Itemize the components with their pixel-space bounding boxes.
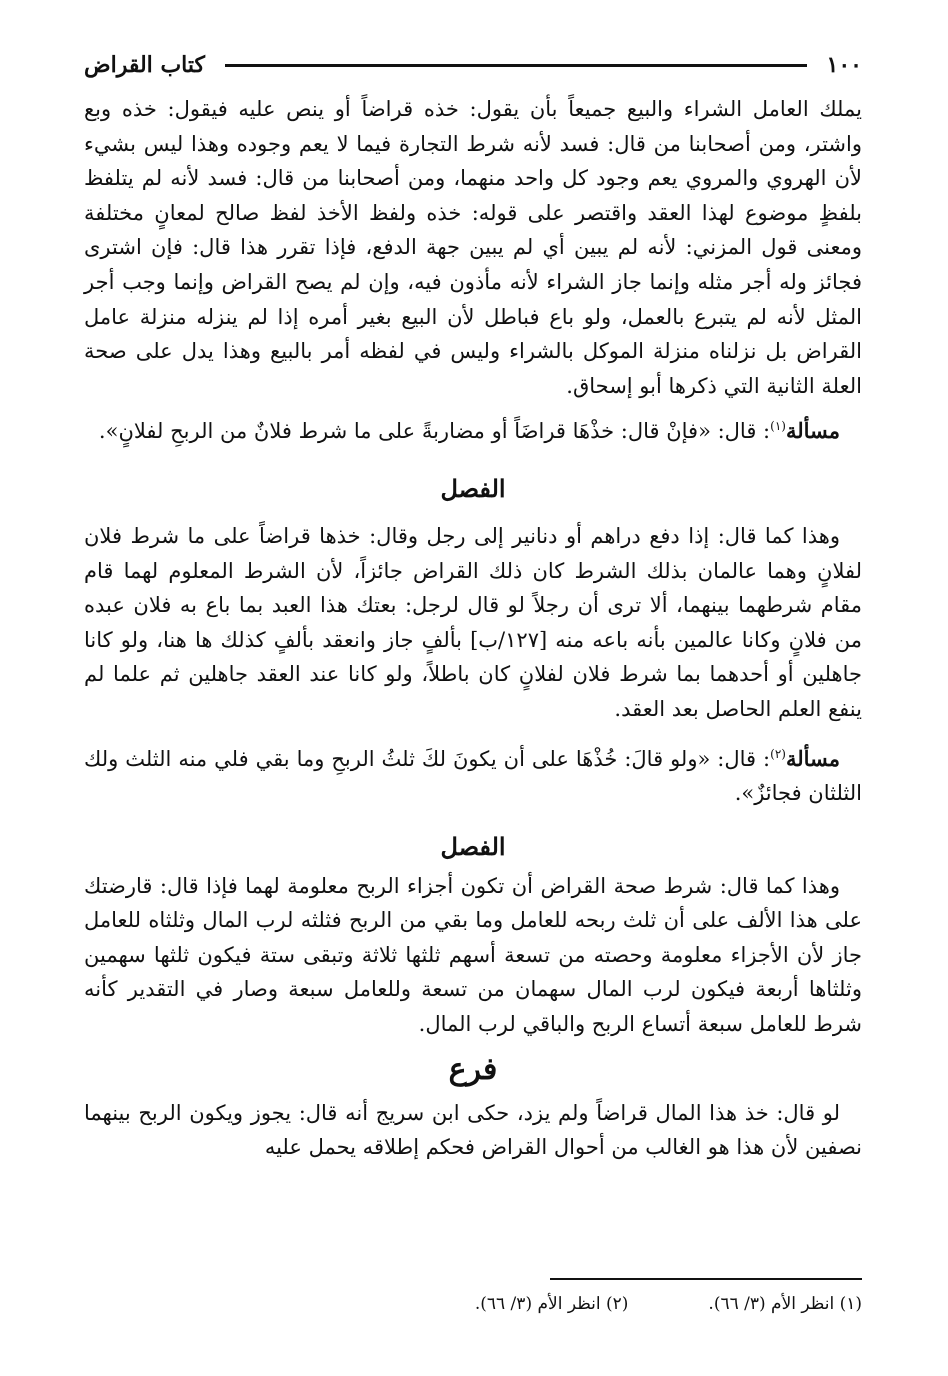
paragraph: لو قال: خذ هذا المال قراضاً ولم يزد، حكى ابن سريج أنه قال: يجوز ويكون الربح بينهما نصفين لأن هذا هو الغالب من أحوال القراض فحكم إطلاقه يحمل عليه	[84, 1100, 862, 1160]
masala-label: مسألة$^{(٢)}$	[770, 745, 840, 771]
footnote: (٢) انظر الأم (٣/ ٦٦).	[474, 1294, 629, 1314]
masala-label: مسألة$^{(١)}$	[770, 418, 840, 444]
footnote-ref: (١)	[770, 419, 786, 434]
footnote-list	[84, 1294, 862, 1314]
paragraph: يملك العامل الشراء والبيع جميعاً بأن يقول: خذه قراضاً أو ينص عليه فيقول: خذه وبع واشتر، ومن أصحابنا من قال: فسد لأنه شرط التجارة فيما لا يعم وجوده وهذا ليس بشيء لأن الهروي والمروي يعم وجود كل واحد منهما، ومن أصحابنا من قال: فسد لأنه لم يتلفظ بلفظٍ موضوع لهذا العقد واقتصر على قوله: خذه ولفظ الأخذ لفظ صالح لمعانٍ مختلفة ومعنى قول المزني: لأنه لم يبين أي لم يبين جهة الدفع، فإذا تقرر هذا قال: فإن اشترى فجائز وله أجر مثله وإنما جاز الشراء لأنه مأذون فيه، وإن لم يصح القراض وإنما وجب أجر المثل لأنه لم يتبرع بالعمل، ولو باع فباطل لأن البيع بغير أمره إذا لم ينزله منزلة عامل القراض بل نزلناه منزلة الموكل بالشراء وليس في لفظه أمر بالبيع وهذا يدل على صحة العلة الثانية التي ذكرها أبو إسحاق.	[84, 97, 862, 398]
footnotes	[84, 1278, 862, 1314]
book-title: كتاب القراض	[84, 52, 205, 78]
section-heading: فرع	[448, 1051, 498, 1087]
page-number: ١٠٠	[826, 52, 862, 78]
page-header	[84, 48, 862, 82]
header-rule	[225, 64, 807, 67]
footnote-rule	[550, 1278, 862, 1280]
paragraph: وهذا كما قال: إذا دفع دراهم أو دنانير إلى رجل وقال: خذها قراضاً على ما شرط فلان لفلانٍ وهما عالمان بذلك الشرط كان ذلك القراض جائزاً، لأن الشرط المعلوم لهما قام مقام شرطهما بينهما، ألا ترى أن رجلاً لو قال لرجل: بعتك هذا العبد بما باع به فلان عبده من فلانٍ وكانا عالمين بأنه باعه منه [١٢٧/ب] بألفٍ جاز وانعقد بألفٍ كذلك ها هنا، ولو كانا جاهلين أو أحدهما بما شرط فلان لفلانٍ كان باطلاً، ولو كانا عند العقد جاهلين ثم علما لم ينفع العلم الحاصل بعد العقد.	[84, 523, 862, 721]
footnote: (١) انظر الأم (٣/ ٦٦).	[708, 1294, 862, 1314]
masala-text: : قال: «فإنْ قال: خذْهَا قراضَاً أو مضاربةً على ما شرط فلانٌ من الربحِ لفلانٍ».	[98, 419, 771, 444]
paragraph: وهذا كما قال: شرط صحة القراض أن تكون أجزاء الربح معلومة لهما فإذا قال: قارضتك على هذا الألف على أن ثلث ربحه للعامل وما بقي من الربح فثلثه لرب المال وثلثاه للعامل جاز لأن الأجزاء معلومة وحصته من تسعة أسهم ثلثها ثلاثة وتبقى ستة فيكون ثلثها سهمين وثلثاها أربعة فيكون لرب المال سهمان من تسعة وللعامل سبعة وصار في التقدير كأنه شرط للعامل سبعة أتساع الربح والباقي لرب المال.	[84, 873, 862, 1037]
masala-paragraph	[84, 409, 862, 449]
main-text	[84, 92, 862, 1165]
footnote-ref: (٢)	[770, 746, 786, 761]
section-heading: الفصل	[440, 831, 506, 861]
masala-text: : قال: «ولو قالَ: خُذْهَا على أن يكونَ لكَ ثلثُ الربحِ وما بقي فلي منه الثلث ولك الثلثان فجائزٌ».	[84, 746, 862, 806]
section-heading: الفصل	[440, 473, 506, 503]
masala-paragraph	[84, 737, 862, 811]
